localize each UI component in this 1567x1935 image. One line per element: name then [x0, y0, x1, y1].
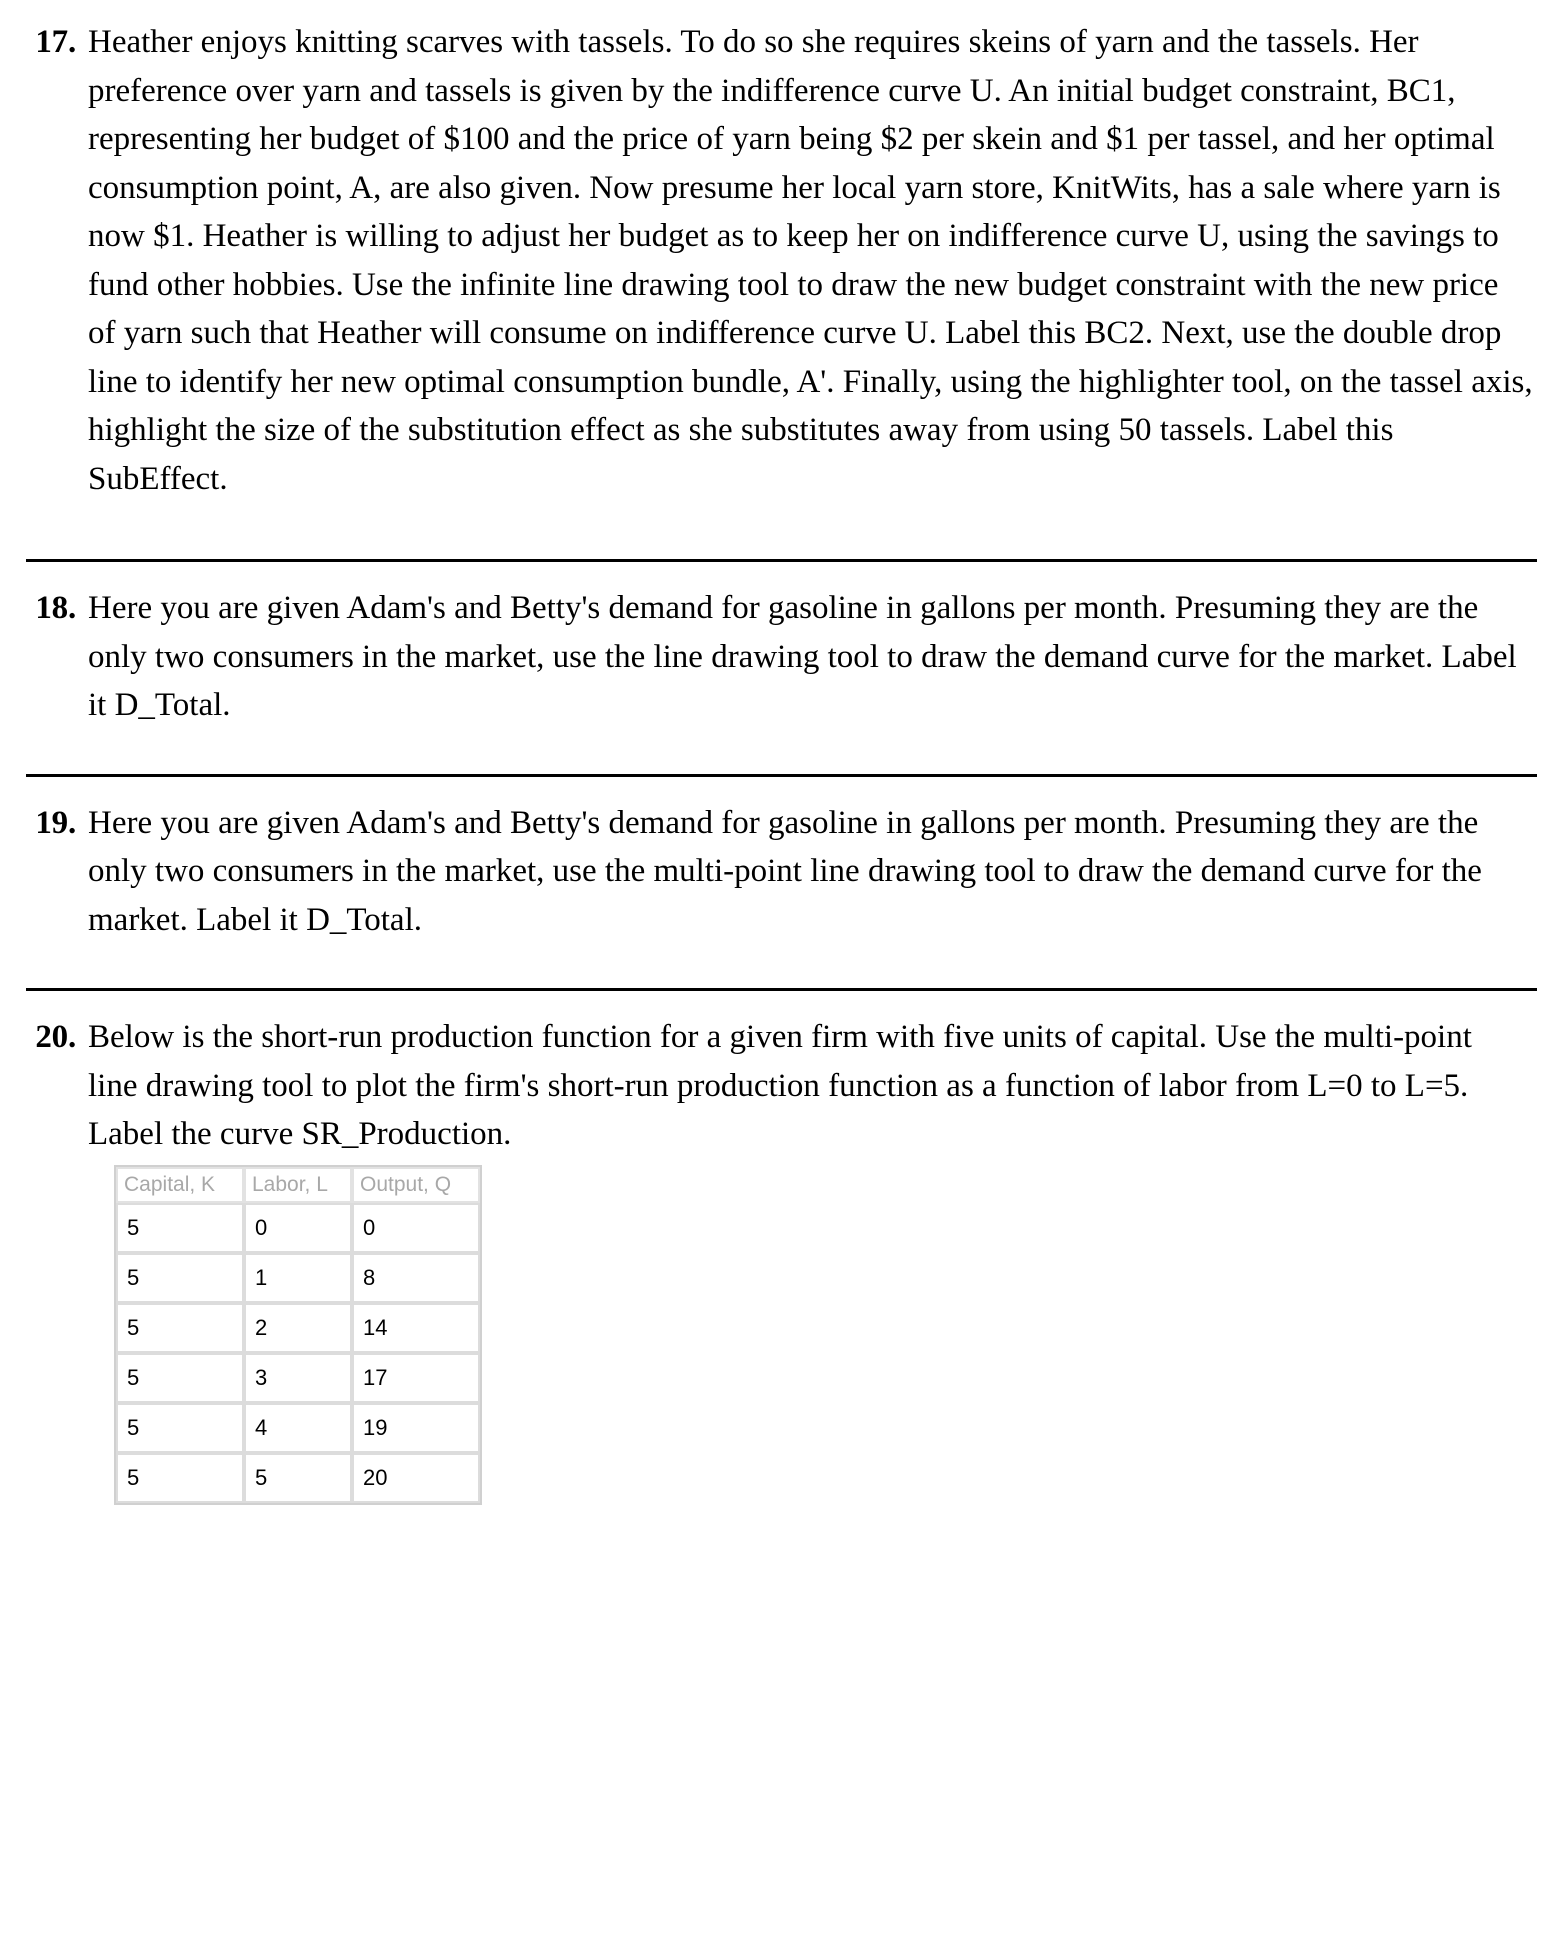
question-19: [26, 799, 1537, 945]
cell-output: 0: [352, 1203, 480, 1253]
question-17-text: Heather enjoys knitting scarves with tassels. To do so she requires skeins of yarn and the tassels. Her preference over yarn and tassels is given by the indifference curve U. An initial budget constraint, BC1, representing her budget of $100 and the price of yarn being $2 per skein and $1 per tassel, and her optimal consumption point, A, are also given. Now presume her local yarn store, KnitWits, has a sale where yarn is now $1. Heather is willing to adjust her budget as to keep her on indifference curve U, using the savings to fund other hobbies. Use the infinite line drawing tool to draw the new budget constraint with the new price of yarn such that Heather will consume on indifference curve U. Label this BC2. Next, use the double drop line to identify her new optimal consumption bundle, A'. Finally, using the highlighter tool, on the tassel axis, highlight the size of the substitution effect as she substitutes away from using 50 tassels. Label this SubEffect.: [88, 24, 1533, 497]
cell-labor: 3: [244, 1353, 352, 1403]
cell-labor: 0: [244, 1203, 352, 1253]
cell-labor: 1: [244, 1253, 352, 1303]
question-18-text: Here you are given Adam's and Betty's demand for gasoline in gallons per month. Presuming they are the only two consumers in the market, use the line drawing tool to draw the demand curve for the market. Label it D_Total.: [88, 590, 1517, 723]
production-table: [114, 1165, 482, 1505]
question-18: [26, 584, 1537, 730]
section-divider-3: [26, 988, 1537, 991]
cell-capital: 5: [116, 1403, 244, 1453]
cell-capital: 5: [116, 1203, 244, 1253]
table-header-row: [116, 1167, 480, 1203]
cell-labor: 5: [244, 1453, 352, 1503]
question-17: [26, 18, 1537, 503]
cell-output: 20: [352, 1453, 480, 1503]
column-header-output: Output, Q: [352, 1167, 480, 1203]
question-20: [26, 1013, 1537, 1159]
cell-capital: 5: [116, 1353, 244, 1403]
question-20-text: Below is the short-run production function for a given firm with five units of capital. Use the multi-point line drawing tool to plot the firm's short-run production function as a function of labor from L=0 to L=5. Label the curve SR_Production.: [88, 1019, 1472, 1152]
cell-output: 17: [352, 1353, 480, 1403]
cell-capital: 5: [116, 1253, 244, 1303]
section-divider-2: [26, 774, 1537, 777]
question-17-number: 17.: [35, 24, 76, 60]
table-row: [116, 1253, 480, 1303]
section-divider-1: [26, 559, 1537, 562]
question-19-number: 19.: [35, 804, 76, 841]
cell-output: 19: [352, 1403, 480, 1453]
cell-output: 8: [352, 1253, 480, 1303]
spacer: [26, 944, 1537, 962]
table-row: [116, 1303, 480, 1353]
column-header-capital: Capital, K: [116, 1167, 244, 1203]
table-row: [116, 1403, 480, 1453]
question-20-number: 20.: [35, 1019, 76, 1055]
cell-labor: 4: [244, 1403, 352, 1453]
cell-labor: 2: [244, 1303, 352, 1353]
production-table-wrapper: [114, 1165, 1537, 1505]
table-row: [116, 1353, 480, 1403]
question-19-text: Here you are given Adam's and Betty's demand for gasoline in gallons per month. Presuming they are the only two consumers in the market, use the multi-point line drawing tool to draw the demand curve for the market. Label it D_Total.: [88, 804, 1482, 938]
cell-capital: 5: [116, 1453, 244, 1503]
spacer: [26, 503, 1537, 533]
table-row: [116, 1453, 480, 1503]
column-header-labor: Labor, L: [244, 1167, 352, 1203]
question-18-number: 18.: [35, 590, 76, 626]
cell-output: 14: [352, 1303, 480, 1353]
spacer: [26, 730, 1537, 748]
production-table-body: [116, 1203, 480, 1503]
table-row: [116, 1203, 480, 1253]
production-table-head: [116, 1167, 480, 1203]
cell-capital: 5: [116, 1303, 244, 1353]
